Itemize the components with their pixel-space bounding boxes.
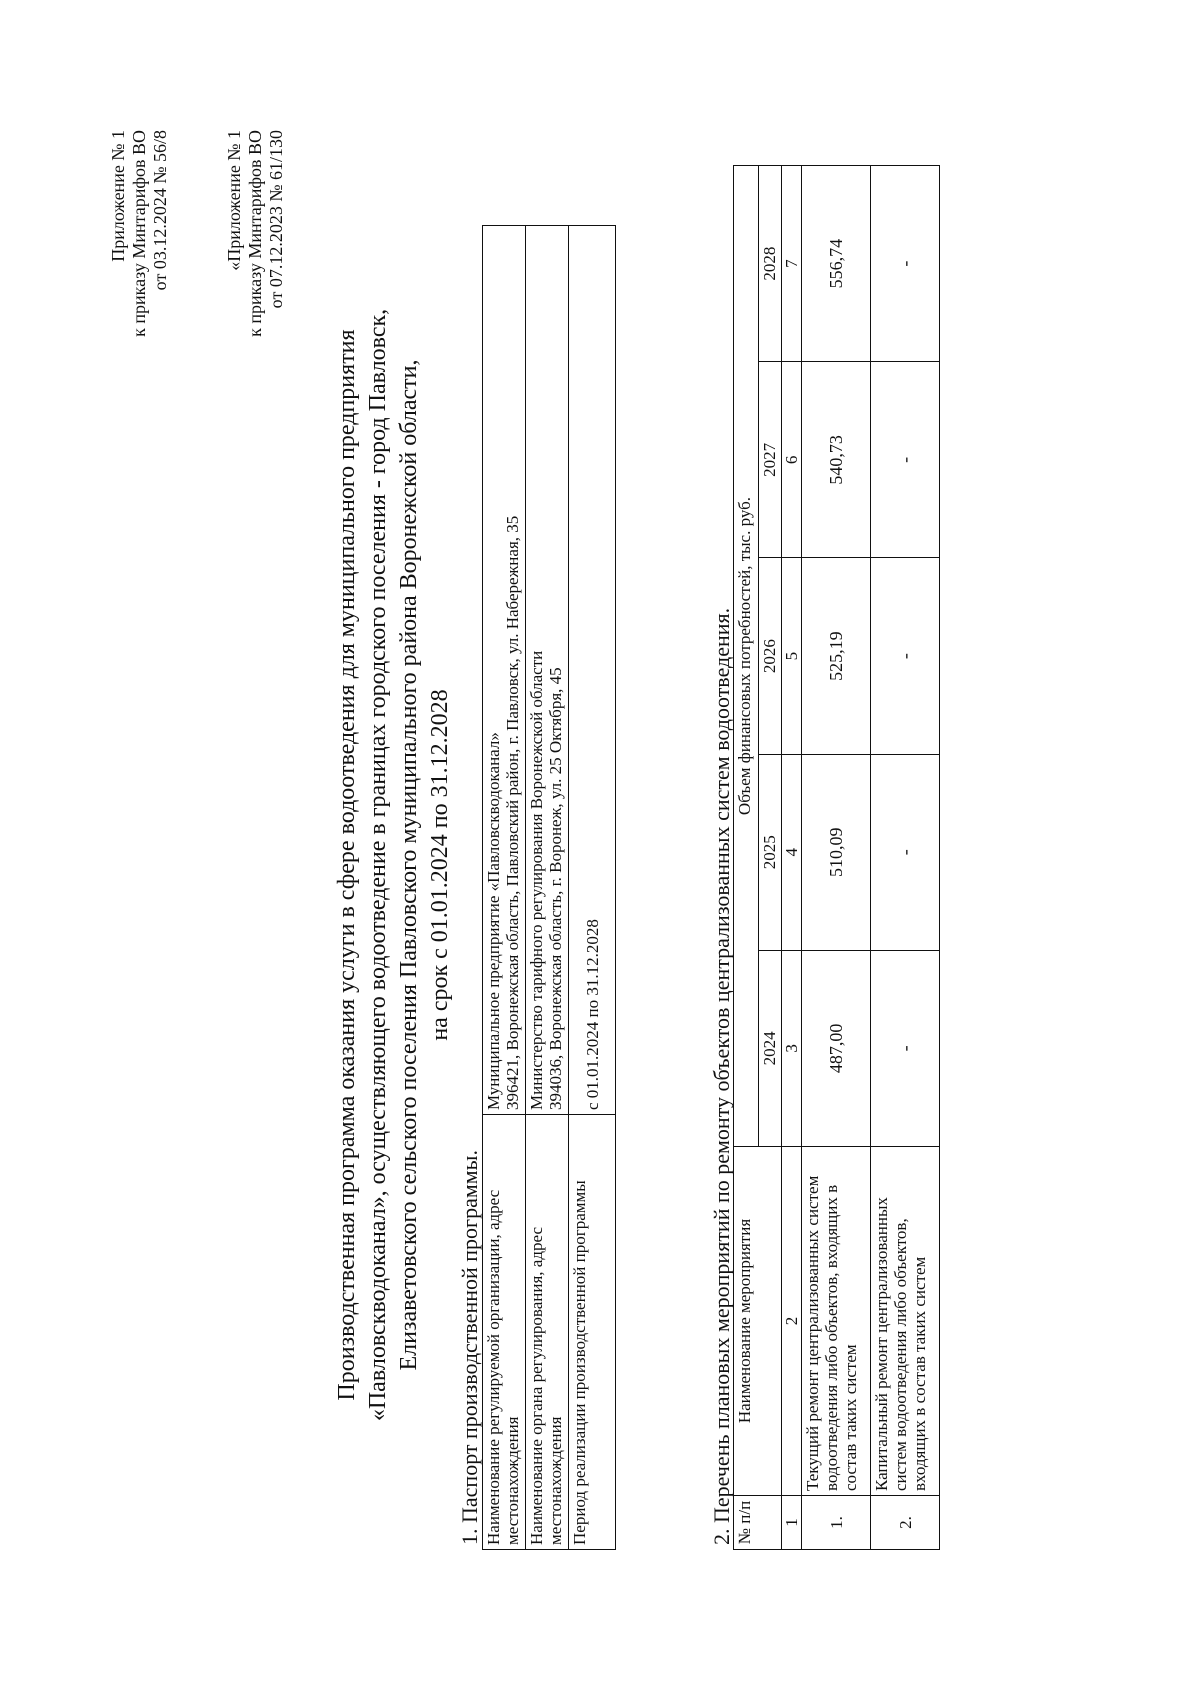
- value-line: Муниципальное предприятие «Павловскводоканал»: [484, 732, 503, 1110]
- appendix-reference-current: [108, 130, 171, 337]
- order-date-line: от 07.12.2023 № 61/130: [266, 130, 286, 309]
- passport-value: [483, 226, 526, 1115]
- value-cell: -: [871, 362, 940, 558]
- measures-heading: 2. Перечень плановых мероприятий по ремонту объектов централизованных систем водоотведения.: [709, 607, 734, 1545]
- appendix-line: Приложение № 1: [108, 130, 128, 262]
- value-cell: 525,19: [802, 558, 871, 754]
- passport-label: Наименование органа регулирования, адрес местонахождения: [526, 1115, 569, 1550]
- table-row: [802, 166, 871, 1550]
- table-row: [526, 226, 569, 1550]
- value-cell: -: [871, 754, 940, 950]
- value-cell: 540,73: [802, 362, 871, 558]
- title-line: Елизаветовского сельского поселения Павловского муниципального района Воронежской области,: [396, 359, 422, 1371]
- value-cell: 510,09: [802, 754, 871, 950]
- passport-heading: 1. Паспорт производственной программы.: [457, 1150, 482, 1545]
- year-header: 2025: [759, 754, 782, 950]
- row-number: 2.: [871, 1496, 940, 1550]
- column-number: 2: [782, 1147, 802, 1496]
- value-cell: -: [871, 166, 940, 362]
- measure-name: Капитальный ремонт централизованных систем водоотведения либо объектов, входящих в состав таких систем: [871, 1147, 940, 1496]
- column-number: 5: [782, 558, 802, 754]
- column-number: 3: [782, 950, 802, 1146]
- appendix-reference-previous: [224, 130, 287, 337]
- value-cell: 556,74: [802, 166, 871, 362]
- year-header: 2026: [759, 558, 782, 754]
- measure-name: Текущий ремонт централизованных систем водоотведения либо объектов, входящих в состав таких систем: [802, 1147, 871, 1496]
- table-row: [483, 226, 526, 1550]
- passport-value: [569, 226, 616, 1115]
- table-header-row: [734, 166, 759, 1550]
- year-header: 2028: [759, 166, 782, 362]
- column-header-name: Наименование мероприятия: [734, 1147, 782, 1496]
- title-line: «Павловскводоканал», осуществляющего водоотведение в границах городского поселения - город Павловск,: [365, 308, 391, 1422]
- value-line: с 01.01.2024 по 31.12.2028: [582, 919, 602, 1110]
- measures-table: [733, 165, 940, 1550]
- column-number: 1: [782, 1496, 802, 1550]
- value-cell: -: [871, 558, 940, 754]
- value-line: Министерство тарифного регулирования Воронежской области: [527, 650, 546, 1110]
- column-number: 4: [782, 754, 802, 950]
- order-date-line: от 03.12.2024 № 56/8: [150, 130, 170, 291]
- value-cell: -: [871, 950, 940, 1146]
- column-number: 6: [782, 362, 802, 558]
- column-number: 7: [782, 166, 802, 362]
- order-line: к приказу Минтарифов ВО: [129, 130, 149, 337]
- table-row: [569, 226, 616, 1550]
- table-row: [871, 166, 940, 1550]
- passport-label: Наименование регулируемой организации, адрес местонахождения: [483, 1115, 526, 1550]
- value-cell: 487,00: [802, 950, 871, 1146]
- year-header: 2024: [759, 950, 782, 1146]
- row-number: 1.: [802, 1496, 871, 1550]
- passport-label: Период реализации производственной программы: [569, 1115, 616, 1550]
- year-header: 2027: [759, 362, 782, 558]
- column-header-volume: Объем финансовых потребностей, тыс. руб.: [734, 166, 759, 1147]
- order-line: к приказу Минтарифов ВО: [245, 130, 265, 337]
- title-line: на срок с 01.01.2024 по 31.12.2028: [427, 689, 453, 1041]
- passport-table: [482, 225, 616, 1550]
- column-header-number: № п/п: [734, 1496, 782, 1550]
- appendix-line: «Приложение № 1: [224, 130, 244, 271]
- document-title: [332, 175, 456, 1555]
- column-number-row: [782, 166, 802, 1550]
- value-line: 396421, Воронежская область, Павловский район, г. Павловск, ул. Набережная, 35: [503, 515, 522, 1110]
- title-line: Производственная программа оказания услуги в сфере водоотведения для муниципального предприятия: [334, 329, 360, 1401]
- passport-value: [526, 226, 569, 1115]
- value-line: 394036, Воронежская область, г. Воронеж, ул. 25 Октября, 45: [546, 667, 565, 1110]
